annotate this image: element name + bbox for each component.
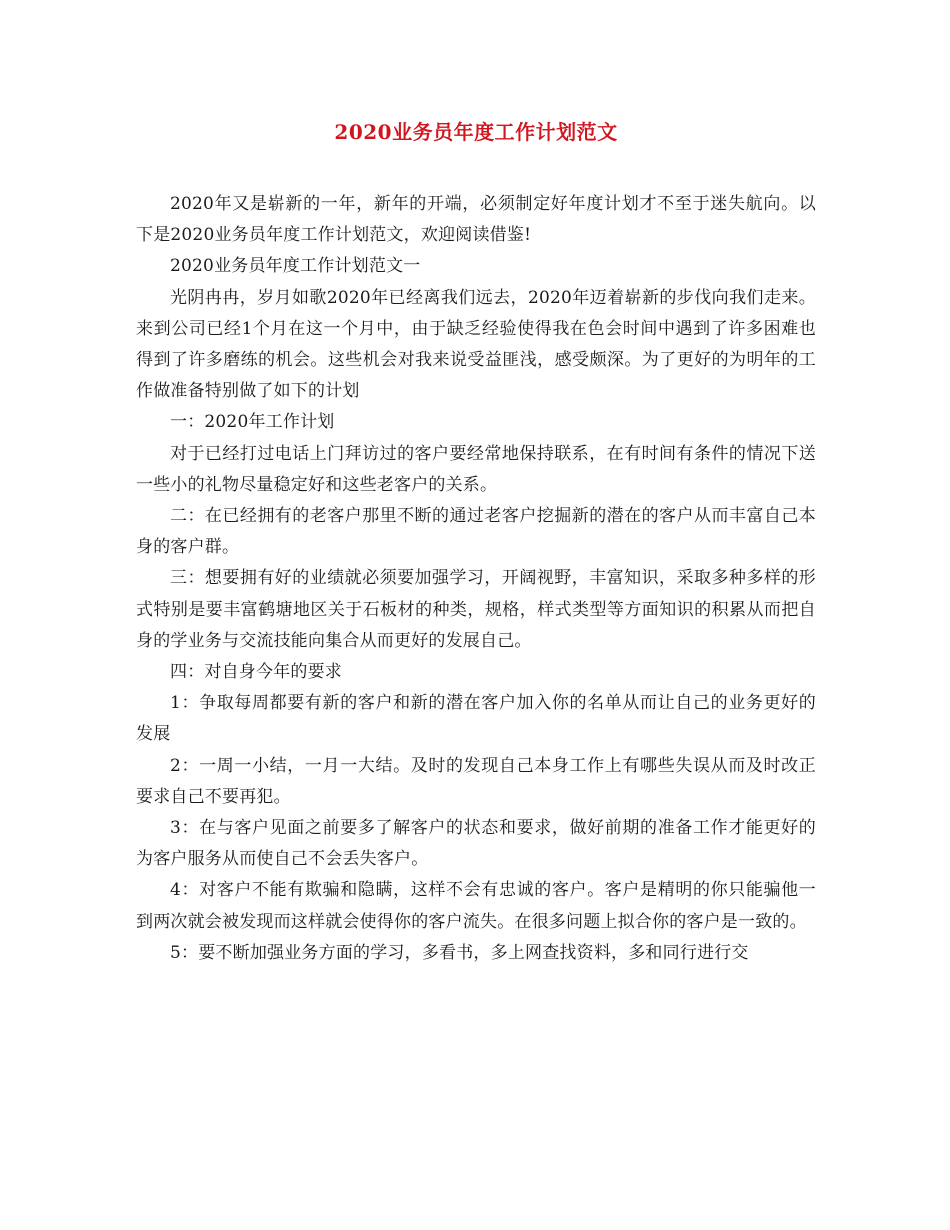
paragraph-subtitle: 2020业务员年度工作计划范文一	[170, 256, 421, 277]
paragraph-intro: 2020年又是崭新的一年，新年的开端，必须制定好年度计划才不至于迷失航向。以下是2020业务员年度工作计划范文，欢迎阅读借鉴!	[136, 194, 816, 246]
paragraph-section-1: 一：2020年工作计划	[170, 412, 335, 433]
paragraph-item-4: 4：对客户不能有欺骗和隐瞒，这样不会有忠诚的客户。客户是精明的你只能骗他一到两次就会被发现而这样就会使得你的客户流失。在很多问题上拟合你的客户是一致的。	[136, 880, 816, 932]
paragraph-item-5: 5：要不断加强业务方面的学习，多看书，多上网查找资料，多和同行进行交	[170, 942, 749, 963]
paragraph-item-1: 1：争取每周都要有新的客户和新的潜在客户加入你的名单从而让自己的业务更好的发展	[136, 693, 816, 745]
paragraph-client-contact: 对于已经打过电话上门拜访过的客户要经常地保持联系，在有时间有条件的情况下送一些小的礼物尽量稳定好和这些老客户的关系。	[136, 443, 816, 495]
paragraph-opening: 光阴冉冉，岁月如歌2020年已经离我们远去，2020年迈着崭新的步伐向我们走来。来到公司已经1个月在这一个月中，由于缺乏经验使得我在色会时间中遇到了许多困难也得到了许多磨练的机会。这些机会对我来说受益匪浅，感受颇深。为了更好的为明年的工作做准备特别做了如下的计划	[136, 287, 816, 402]
document-title: 2020业务员年度工作计划范文	[334, 120, 618, 144]
paragraph-section-4: 四：对自身今年的要求	[170, 662, 342, 683]
document-page	[136, 118, 816, 969]
paragraph-item-3: 3：在与客户见面之前要多了解客户的状态和要求，做好前期的准备工作才能更好的为客户服务从而使自己不会丢失客户。	[136, 818, 816, 870]
paragraph-item-2: 2：一周一小结，一月一大结。及时的发现自己本身工作上有哪些失误从而及时改正要求自己不要再犯。	[136, 755, 816, 807]
paragraph-section-3: 三：想要拥有好的业绩就必须要加强学习，开阔视野，丰富知识，采取多种多样的形式特别是要丰富鹤塘地区关于石板材的种类，规格，样式类型等方面知识的积累从而把自身的学业务与交流技能向集合从而更好的发展自己。	[136, 568, 816, 651]
paragraph-section-2: 二：在已经拥有的老客户那里不断的通过老客户挖掘新的潜在的客户从而丰富自己本身的客户群。	[136, 506, 816, 558]
